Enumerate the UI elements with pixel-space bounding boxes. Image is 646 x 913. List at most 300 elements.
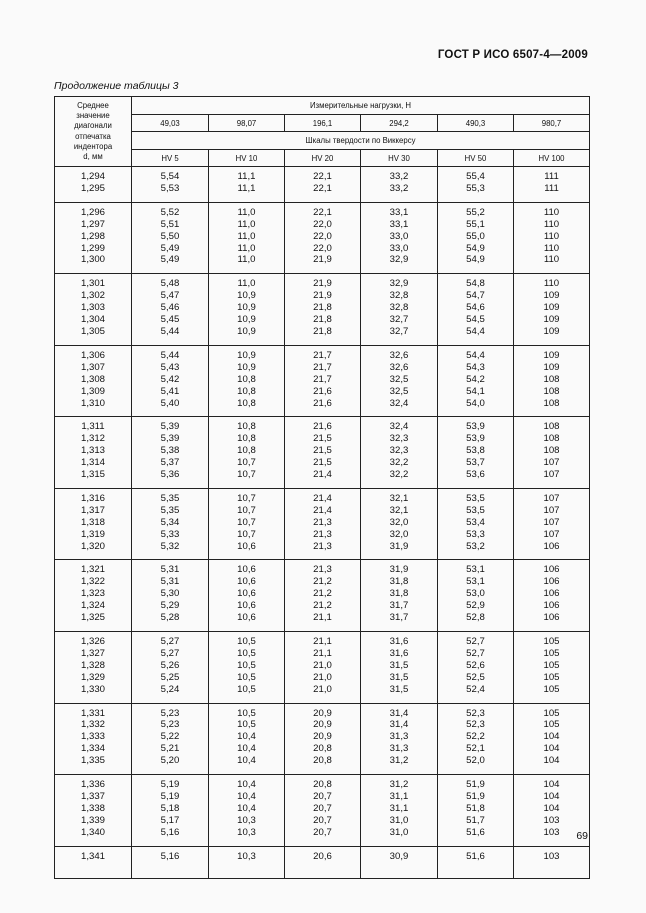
hv30-cell: 32,6 bbox=[361, 350, 438, 362]
divider-cell bbox=[209, 338, 285, 346]
hv50-cell: 51,9 bbox=[438, 791, 514, 803]
divider-cell bbox=[132, 195, 209, 203]
divider-cell bbox=[55, 624, 132, 632]
hv10-cell: 10,4 bbox=[209, 755, 285, 767]
diagonal-cell: 1,307 bbox=[55, 362, 132, 374]
divider-cell bbox=[514, 481, 590, 489]
table-row bbox=[55, 779, 590, 791]
hv50-cell: 51,7 bbox=[438, 815, 514, 827]
hv30-cell: 32,0 bbox=[361, 517, 438, 529]
divider-cell bbox=[55, 195, 132, 203]
hv30-cell: 31,0 bbox=[361, 827, 438, 839]
hv30-cell: 32,4 bbox=[361, 398, 438, 410]
hv5-cell: 5,49 bbox=[132, 254, 209, 266]
hv30-cell: 33,0 bbox=[361, 231, 438, 243]
divider-cell bbox=[132, 552, 209, 560]
hv50-cell: 53,0 bbox=[438, 588, 514, 600]
hv5-cell: 5,27 bbox=[132, 636, 209, 648]
hv20-cell: 21,2 bbox=[285, 576, 361, 588]
divider-cell bbox=[361, 409, 438, 417]
hv50-cell: 55,0 bbox=[438, 231, 514, 243]
hv50-cell: 54,6 bbox=[438, 302, 514, 314]
table-row bbox=[55, 827, 590, 839]
hv20-cell: 21,7 bbox=[285, 374, 361, 386]
hv10-cell: 10,6 bbox=[209, 541, 285, 553]
hv30-cell: 31,3 bbox=[361, 731, 438, 743]
table-row bbox=[55, 278, 590, 290]
hv20-cell: 21,5 bbox=[285, 457, 361, 469]
divider-cell bbox=[285, 863, 361, 879]
hv50-cell: 53,1 bbox=[438, 564, 514, 576]
hv10-cell: 10,7 bbox=[209, 505, 285, 517]
table-row bbox=[55, 505, 590, 517]
load-value: 196,1 bbox=[285, 115, 361, 132]
diagonal-cell: 1,304 bbox=[55, 314, 132, 326]
hv5-cell: 5,43 bbox=[132, 362, 209, 374]
hv100-cell: 108 bbox=[514, 386, 590, 398]
hv10-cell: 10,7 bbox=[209, 457, 285, 469]
hv10-cell: 10,8 bbox=[209, 421, 285, 433]
hv30-cell: 32,4 bbox=[361, 421, 438, 433]
hv20-cell: 20,9 bbox=[285, 719, 361, 731]
hv20-cell: 21,8 bbox=[285, 314, 361, 326]
hv30-cell: 31,9 bbox=[361, 541, 438, 553]
hv10-cell: 10,7 bbox=[209, 517, 285, 529]
divider-cell bbox=[514, 195, 590, 203]
hv30-cell: 31,7 bbox=[361, 600, 438, 612]
hv5-cell: 5,24 bbox=[132, 684, 209, 696]
hv100-cell: 110 bbox=[514, 243, 590, 255]
divider-cell bbox=[285, 481, 361, 489]
hv100-cell: 103 bbox=[514, 827, 590, 839]
hv100-cell: 105 bbox=[514, 719, 590, 731]
scale-label: HV 20 bbox=[285, 150, 361, 167]
divider-cell bbox=[285, 266, 361, 274]
hv30-cell: 31,9 bbox=[361, 564, 438, 576]
hv50-cell: 53,5 bbox=[438, 505, 514, 517]
divider-cell bbox=[132, 839, 209, 847]
divider-cell bbox=[361, 552, 438, 560]
table-row bbox=[55, 433, 590, 445]
hv50-cell: 52,3 bbox=[438, 708, 514, 720]
hv30-cell: 31,8 bbox=[361, 576, 438, 588]
divider-cell bbox=[438, 696, 514, 704]
hv30-cell: 33,2 bbox=[361, 183, 438, 195]
divider-cell bbox=[438, 767, 514, 775]
hv5-cell: 5,30 bbox=[132, 588, 209, 600]
hv10-cell: 10,5 bbox=[209, 719, 285, 731]
hv100-cell: 107 bbox=[514, 457, 590, 469]
hv5-cell: 5,31 bbox=[132, 564, 209, 576]
scale-label: HV 100 bbox=[514, 150, 590, 167]
hv10-cell: 10,8 bbox=[209, 374, 285, 386]
divider-cell bbox=[514, 696, 590, 704]
hv20-cell: 21,4 bbox=[285, 493, 361, 505]
divider-cell bbox=[438, 839, 514, 847]
hv10-cell: 11,0 bbox=[209, 243, 285, 255]
diagonal-cell: 1,329 bbox=[55, 672, 132, 684]
hv50-cell: 53,2 bbox=[438, 541, 514, 553]
hv20-cell: 20,6 bbox=[285, 851, 361, 863]
hv100-cell: 106 bbox=[514, 612, 590, 624]
hv5-cell: 5,26 bbox=[132, 660, 209, 672]
hv50-cell: 54,9 bbox=[438, 243, 514, 255]
hv30-cell: 32,6 bbox=[361, 362, 438, 374]
hv10-cell: 10,6 bbox=[209, 588, 285, 600]
hv30-cell: 32,7 bbox=[361, 314, 438, 326]
diagonal-cell: 1,335 bbox=[55, 755, 132, 767]
hv50-cell: 53,1 bbox=[438, 576, 514, 588]
hv30-cell: 32,7 bbox=[361, 326, 438, 338]
hv5-cell: 5,53 bbox=[132, 183, 209, 195]
hv5-cell: 5,21 bbox=[132, 743, 209, 755]
hv5-cell: 5,16 bbox=[132, 851, 209, 863]
scale-label: HV 5 bbox=[132, 150, 209, 167]
hv20-cell: 21,6 bbox=[285, 386, 361, 398]
hv20-cell: 22,1 bbox=[285, 207, 361, 219]
diagonal-cell: 1,308 bbox=[55, 374, 132, 386]
hv5-cell: 5,42 bbox=[132, 374, 209, 386]
divider-cell bbox=[438, 863, 514, 879]
hv100-cell: 106 bbox=[514, 576, 590, 588]
hv100-cell: 109 bbox=[514, 290, 590, 302]
hv5-cell: 5,44 bbox=[132, 326, 209, 338]
table-row bbox=[55, 719, 590, 731]
diagonal-cell: 1,333 bbox=[55, 731, 132, 743]
hv5-cell: 5,28 bbox=[132, 612, 209, 624]
hv30-cell: 33,2 bbox=[361, 171, 438, 183]
hv30-cell: 31,5 bbox=[361, 660, 438, 672]
divider-cell bbox=[361, 266, 438, 274]
diagonal-cell: 1,300 bbox=[55, 254, 132, 266]
diagonal-cell: 1,318 bbox=[55, 517, 132, 529]
divider-cell bbox=[514, 409, 590, 417]
table-row bbox=[55, 648, 590, 660]
diagonal-cell: 1,311 bbox=[55, 421, 132, 433]
hv100-cell: 104 bbox=[514, 803, 590, 815]
hv20-cell: 20,7 bbox=[285, 791, 361, 803]
hv10-cell: 10,3 bbox=[209, 851, 285, 863]
table-row bbox=[55, 851, 590, 863]
hv100-cell: 104 bbox=[514, 791, 590, 803]
divider-cell bbox=[361, 696, 438, 704]
hv50-cell: 52,7 bbox=[438, 648, 514, 660]
hv5-cell: 5,18 bbox=[132, 803, 209, 815]
diagonal-cell: 1,317 bbox=[55, 505, 132, 517]
hv50-cell: 54,8 bbox=[438, 278, 514, 290]
hv50-cell: 55,2 bbox=[438, 207, 514, 219]
diagonal-cell: 1,336 bbox=[55, 779, 132, 791]
table-row bbox=[55, 612, 590, 624]
hv50-cell: 53,8 bbox=[438, 445, 514, 457]
hv10-cell: 11,0 bbox=[209, 278, 285, 290]
hv20-cell: 22,0 bbox=[285, 231, 361, 243]
table-row bbox=[55, 314, 590, 326]
hv5-cell: 5,50 bbox=[132, 231, 209, 243]
diagonal-cell: 1,328 bbox=[55, 660, 132, 672]
table-row bbox=[55, 588, 590, 600]
hv20-cell: 20,7 bbox=[285, 827, 361, 839]
diagonal-cell: 1,337 bbox=[55, 791, 132, 803]
hv100-cell: 107 bbox=[514, 529, 590, 541]
load-value: 49,03 bbox=[132, 115, 209, 132]
divider-cell bbox=[209, 863, 285, 879]
hv50-cell: 55,3 bbox=[438, 183, 514, 195]
hv100-cell: 107 bbox=[514, 505, 590, 517]
hv100-cell: 107 bbox=[514, 493, 590, 505]
table-row bbox=[55, 517, 590, 529]
hv10-cell: 11,1 bbox=[209, 171, 285, 183]
hv20-cell: 20,7 bbox=[285, 803, 361, 815]
hv20-cell: 21,3 bbox=[285, 541, 361, 553]
hv10-cell: 10,8 bbox=[209, 398, 285, 410]
table-row bbox=[55, 600, 590, 612]
hv20-cell: 22,0 bbox=[285, 219, 361, 231]
hv100-cell: 108 bbox=[514, 445, 590, 457]
diagonal-column-header bbox=[55, 97, 132, 167]
table-row bbox=[55, 207, 590, 219]
hv100-cell: 103 bbox=[514, 815, 590, 827]
hv10-cell: 10,7 bbox=[209, 493, 285, 505]
hv30-cell: 33,1 bbox=[361, 219, 438, 231]
hv30-cell: 31,5 bbox=[361, 672, 438, 684]
divider-cell bbox=[132, 481, 209, 489]
hv20-cell: 20,7 bbox=[285, 815, 361, 827]
hv100-cell: 110 bbox=[514, 219, 590, 231]
hv10-cell: 11,0 bbox=[209, 231, 285, 243]
hv5-cell: 5,38 bbox=[132, 445, 209, 457]
hv30-cell: 31,8 bbox=[361, 588, 438, 600]
diagonal-cell: 1,327 bbox=[55, 648, 132, 660]
hv10-cell: 11,1 bbox=[209, 183, 285, 195]
document-header: ГОСТ Р ИСО 6507-4—2009 bbox=[437, 49, 588, 61]
diagonal-cell: 1,310 bbox=[55, 398, 132, 410]
hv100-cell: 110 bbox=[514, 254, 590, 266]
hv20-cell: 21,0 bbox=[285, 660, 361, 672]
diagonal-cell: 1,315 bbox=[55, 469, 132, 481]
divider-cell bbox=[209, 409, 285, 417]
hv20-cell: 21,2 bbox=[285, 600, 361, 612]
hv20-cell: 21,1 bbox=[285, 636, 361, 648]
hv10-cell: 10,5 bbox=[209, 672, 285, 684]
hv50-cell: 54,9 bbox=[438, 254, 514, 266]
divider-cell bbox=[514, 266, 590, 274]
divider-cell bbox=[132, 338, 209, 346]
hv100-cell: 104 bbox=[514, 743, 590, 755]
divider-cell bbox=[514, 863, 590, 879]
diagonal-cell: 1,331 bbox=[55, 708, 132, 720]
hv30-cell: 31,3 bbox=[361, 743, 438, 755]
hv5-cell: 5,45 bbox=[132, 314, 209, 326]
hv10-cell: 10,4 bbox=[209, 803, 285, 815]
hv5-cell: 5,54 bbox=[132, 171, 209, 183]
hv30-cell: 32,1 bbox=[361, 493, 438, 505]
divider-cell bbox=[361, 863, 438, 879]
hv5-cell: 5,19 bbox=[132, 791, 209, 803]
hv5-cell: 5,51 bbox=[132, 219, 209, 231]
hv10-cell: 10,6 bbox=[209, 612, 285, 624]
hv50-cell: 54,0 bbox=[438, 398, 514, 410]
hv30-cell: 32,8 bbox=[361, 302, 438, 314]
diagonal-cell: 1,313 bbox=[55, 445, 132, 457]
divider-cell bbox=[132, 863, 209, 879]
hv5-cell: 5,34 bbox=[132, 517, 209, 529]
divider-cell bbox=[361, 767, 438, 775]
table-row bbox=[55, 731, 590, 743]
divider-cell bbox=[55, 863, 132, 879]
hv50-cell: 55,4 bbox=[438, 171, 514, 183]
hv10-cell: 11,0 bbox=[209, 254, 285, 266]
divider-cell bbox=[132, 409, 209, 417]
hv100-cell: 104 bbox=[514, 755, 590, 767]
group-divider bbox=[55, 481, 590, 489]
hv100-cell: 103 bbox=[514, 851, 590, 863]
diagonal-cell: 1,338 bbox=[55, 803, 132, 815]
hv30-cell: 31,2 bbox=[361, 779, 438, 791]
hv20-cell: 21,9 bbox=[285, 254, 361, 266]
divider-cell bbox=[209, 696, 285, 704]
diagonal-header-line: диагонали bbox=[74, 121, 112, 131]
table-row bbox=[55, 708, 590, 720]
hv20-cell: 21,9 bbox=[285, 290, 361, 302]
hv20-cell: 21,6 bbox=[285, 398, 361, 410]
divider-cell bbox=[438, 624, 514, 632]
hv10-cell: 10,5 bbox=[209, 636, 285, 648]
divider-cell bbox=[132, 696, 209, 704]
hv10-cell: 10,4 bbox=[209, 731, 285, 743]
divider-cell bbox=[438, 195, 514, 203]
hv5-cell: 5,49 bbox=[132, 243, 209, 255]
diagonal-cell: 1,323 bbox=[55, 588, 132, 600]
hv30-cell: 32,2 bbox=[361, 457, 438, 469]
hv20-cell: 22,1 bbox=[285, 183, 361, 195]
hv10-cell: 10,6 bbox=[209, 576, 285, 588]
hv100-cell: 110 bbox=[514, 231, 590, 243]
hv100-cell: 105 bbox=[514, 684, 590, 696]
hv100-cell: 105 bbox=[514, 708, 590, 720]
hv5-cell: 5,16 bbox=[132, 827, 209, 839]
hv10-cell: 10,5 bbox=[209, 660, 285, 672]
hv5-cell: 5,47 bbox=[132, 290, 209, 302]
table-row bbox=[55, 171, 590, 183]
hv50-cell: 53,9 bbox=[438, 421, 514, 433]
hv20-cell: 21,3 bbox=[285, 517, 361, 529]
hv5-cell: 5,40 bbox=[132, 398, 209, 410]
divider-cell bbox=[285, 552, 361, 560]
divider-cell bbox=[361, 195, 438, 203]
hv50-cell: 54,4 bbox=[438, 326, 514, 338]
hv10-cell: 10,4 bbox=[209, 743, 285, 755]
table-row bbox=[55, 684, 590, 696]
scales-header: Шкалы твердости по Виккерсу bbox=[132, 132, 590, 150]
hv100-cell: 109 bbox=[514, 362, 590, 374]
load-value: 294,2 bbox=[361, 115, 438, 132]
hv50-cell: 53,6 bbox=[438, 469, 514, 481]
hv50-cell: 54,4 bbox=[438, 350, 514, 362]
divider-cell bbox=[209, 839, 285, 847]
hv30-cell: 31,1 bbox=[361, 803, 438, 815]
diagonal-cell: 1,303 bbox=[55, 302, 132, 314]
group-divider bbox=[55, 696, 590, 704]
group-divider bbox=[55, 839, 590, 847]
hardness-table bbox=[54, 96, 590, 879]
hv20-cell: 21,1 bbox=[285, 612, 361, 624]
hv20-cell: 21,7 bbox=[285, 350, 361, 362]
table-row bbox=[55, 398, 590, 410]
loads-header: Измерительные нагрузки, Н bbox=[132, 97, 590, 115]
hv10-cell: 10,9 bbox=[209, 290, 285, 302]
hv20-cell: 20,8 bbox=[285, 779, 361, 791]
hv100-cell: 105 bbox=[514, 660, 590, 672]
diagonal-cell: 1,297 bbox=[55, 219, 132, 231]
hv10-cell: 10,8 bbox=[209, 445, 285, 457]
hv50-cell: 52,5 bbox=[438, 672, 514, 684]
hv10-cell: 11,0 bbox=[209, 219, 285, 231]
diagonal-cell: 1,314 bbox=[55, 457, 132, 469]
divider-cell bbox=[55, 839, 132, 847]
table-row bbox=[55, 243, 590, 255]
hv5-cell: 5,52 bbox=[132, 207, 209, 219]
hv50-cell: 52,1 bbox=[438, 743, 514, 755]
divider-cell bbox=[285, 195, 361, 203]
table-row bbox=[55, 326, 590, 338]
diagonal-cell: 1,334 bbox=[55, 743, 132, 755]
scale-label: HV 30 bbox=[361, 150, 438, 167]
divider-cell bbox=[285, 839, 361, 847]
hv20-cell: 20,9 bbox=[285, 731, 361, 743]
diagonal-cell: 1,326 bbox=[55, 636, 132, 648]
divider-cell bbox=[209, 552, 285, 560]
table-row bbox=[55, 290, 590, 302]
group-divider bbox=[55, 552, 590, 560]
diagonal-cell: 1,301 bbox=[55, 278, 132, 290]
table-head bbox=[55, 97, 590, 167]
scale-label: HV 50 bbox=[438, 150, 514, 167]
hv20-cell: 21,4 bbox=[285, 469, 361, 481]
diagonal-cell: 1,312 bbox=[55, 433, 132, 445]
hv5-cell: 5,23 bbox=[132, 708, 209, 720]
divider-cell bbox=[209, 266, 285, 274]
table-row bbox=[55, 386, 590, 398]
diagonal-cell: 1,316 bbox=[55, 493, 132, 505]
hv20-cell: 21,5 bbox=[285, 445, 361, 457]
divider-cell bbox=[55, 767, 132, 775]
table-row bbox=[55, 803, 590, 815]
hv100-cell: 105 bbox=[514, 636, 590, 648]
hv100-cell: 106 bbox=[514, 600, 590, 612]
divider-cell bbox=[132, 624, 209, 632]
hv100-cell: 108 bbox=[514, 421, 590, 433]
divider-cell bbox=[438, 266, 514, 274]
diagonal-cell: 1,324 bbox=[55, 600, 132, 612]
group-divider bbox=[55, 409, 590, 417]
diagonal-cell: 1,302 bbox=[55, 290, 132, 302]
divider-cell bbox=[438, 552, 514, 560]
hv5-cell: 5,25 bbox=[132, 672, 209, 684]
diagonal-cell: 1,320 bbox=[55, 541, 132, 553]
hv50-cell: 51,6 bbox=[438, 827, 514, 839]
hv50-cell: 54,2 bbox=[438, 374, 514, 386]
hv10-cell: 10,9 bbox=[209, 314, 285, 326]
hv100-cell: 106 bbox=[514, 541, 590, 553]
hv10-cell: 10,7 bbox=[209, 529, 285, 541]
divider-cell bbox=[132, 266, 209, 274]
table-row bbox=[55, 636, 590, 648]
divider-cell bbox=[285, 409, 361, 417]
table-row bbox=[55, 302, 590, 314]
hv20-cell: 21,0 bbox=[285, 672, 361, 684]
table-row bbox=[55, 743, 590, 755]
